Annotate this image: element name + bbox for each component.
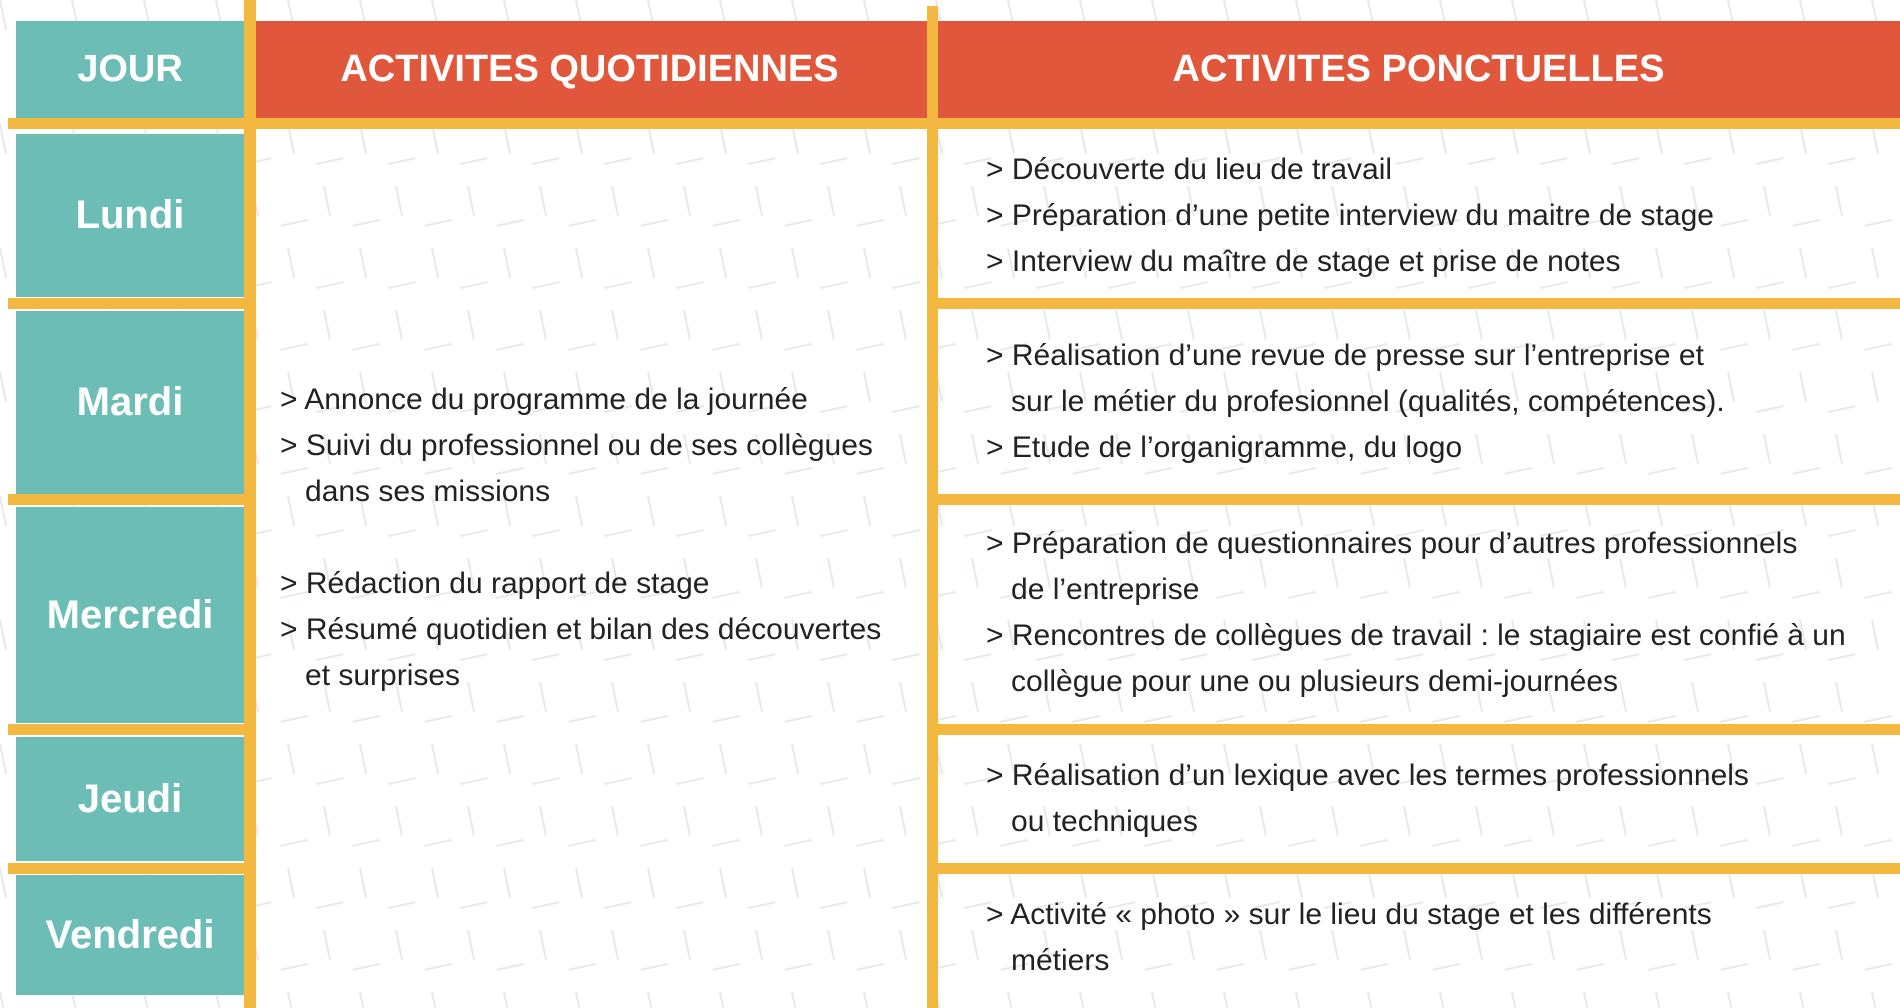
daily-activity-line: dans ses missions <box>280 475 551 508</box>
daily-activity-line: > Annonce du programme de la journée <box>280 383 808 416</box>
row-divider-mardi <box>932 494 1900 505</box>
punctual-activities-lundi <box>986 147 1714 285</box>
punctual-activity-line: > Etude de l’organigramme, du logo <box>986 431 1463 464</box>
daily-activities-text <box>280 377 881 699</box>
punctual-activity-line: > Réalisation d’un lexique avec les termes professionnels <box>986 759 1749 792</box>
punctual-activities-vendredi <box>986 892 1712 984</box>
row-divider-mercredi <box>932 724 1900 735</box>
punctual-activity-line: > Réalisation d’une revue de presse sur l’entreprise et <box>986 339 1704 372</box>
daily-activity-line: et surprises <box>280 659 461 692</box>
punctual-activity-line: > Découverte du lieu de travail <box>986 153 1393 186</box>
header-jour: JOUR <box>16 21 244 118</box>
row-divider-jeudi <box>932 863 1900 874</box>
punctual-activities-mercredi <box>986 521 1846 705</box>
daily-activity-line: > Résumé quotidien et bilan des découvertes <box>280 613 882 646</box>
row-divider-header <box>8 118 1900 129</box>
punctual-activity-line: > Rencontres de collègues de travail : le stagiaire est confié à un <box>986 619 1846 652</box>
punctual-activity-line: métiers <box>986 944 1110 977</box>
column-divider-2 <box>927 6 938 1008</box>
row-divider-mercredi-day <box>8 724 252 735</box>
daily-activity-line: > Suivi du professionnel ou de ses collègues <box>280 429 873 462</box>
day-jeudi: Jeudi <box>16 737 244 861</box>
daily-activity-line: > Rédaction du rapport de stage <box>280 567 710 600</box>
punctual-activities-jeudi <box>986 753 1749 845</box>
punctual-activity-line: > Préparation de questionnaires pour d’autres professionnels <box>986 527 1798 560</box>
punctual-activity-line: > Interview du maître de stage et prise de notes <box>986 245 1621 278</box>
punctual-activity-line: de l’entreprise <box>986 573 1200 606</box>
punctual-activity-line: collègue pour une ou plusieurs demi-journées <box>986 665 1619 698</box>
row-divider-lundi <box>932 298 1900 309</box>
header-activites-ponctuelles: ACTIVITES PONCTUELLES <box>937 21 1900 118</box>
punctual-activity-line: sur le métier du profesionnel (qualités, compétences). <box>986 385 1725 418</box>
row-divider-mardi-day <box>8 494 252 505</box>
row-divider-jeudi-day <box>8 863 252 874</box>
day-mercredi: Mercredi <box>16 507 244 723</box>
punctual-activity-line: ou techniques <box>986 805 1198 838</box>
row-divider-lundi-day <box>8 298 252 309</box>
day-mardi: Mardi <box>16 311 244 494</box>
day-lundi: Lundi <box>16 134 244 297</box>
punctual-activity-line: > Activité « photo » sur le lieu du stage et les différents <box>986 898 1712 931</box>
punctual-activity-line: > Préparation d’une petite interview du maitre de stage <box>986 199 1714 232</box>
day-vendredi: Vendredi <box>16 875 244 995</box>
punctual-activities-mardi <box>986 333 1725 471</box>
header-activites-quotidiennes: ACTIVITES QUOTIDIENNES <box>252 21 927 118</box>
